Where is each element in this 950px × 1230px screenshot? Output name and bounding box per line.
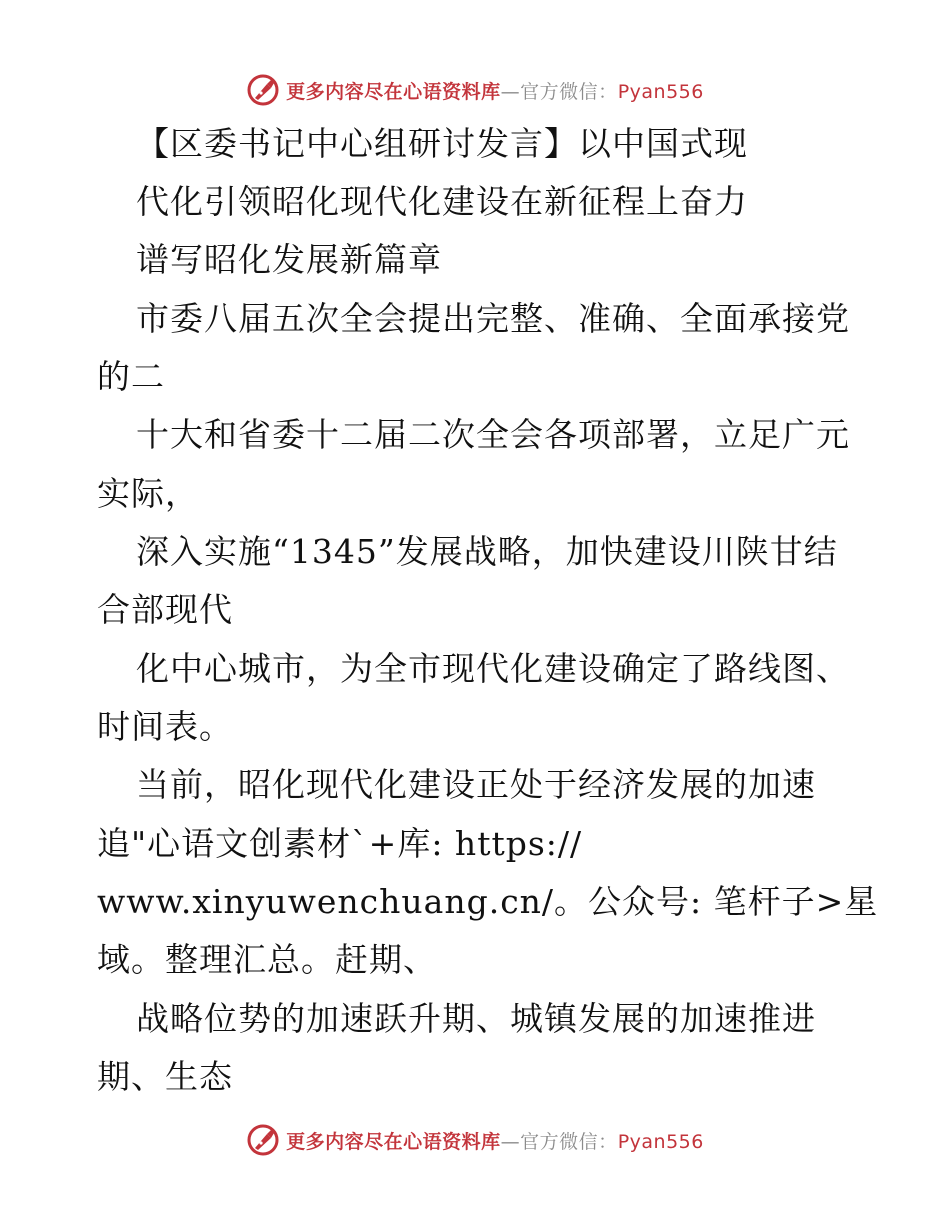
- banner-text: [286, 77, 704, 104]
- banner-official-label: 官方微信：: [520, 1130, 618, 1153]
- body-line: 合部现代: [97, 590, 233, 629]
- banner-brand-text: 更多内容尽在心语资料库: [286, 1130, 501, 1153]
- body-line: 期、生态: [97, 1057, 233, 1096]
- header-banner-inner: [246, 73, 704, 107]
- body-line: www.xinyuwenchuang.cn/。公众号: 笔杆子>星: [97, 882, 879, 921]
- pen-nib-logo-icon: [246, 73, 280, 107]
- body-line: 战略位势的加速跃升期、城镇发展的加速推进: [136, 999, 816, 1038]
- body-line: 时间表。: [97, 707, 233, 746]
- body-line: 追"心语文创素材`+库: https://: [97, 824, 583, 863]
- body-line: 实际，: [97, 474, 199, 513]
- body-line: 市委八届五次全会提出完整、准确、全面承接党: [136, 299, 850, 338]
- body-line: 当前，昭化现代化建设正处于经济发展的加速: [136, 765, 816, 804]
- footer-banner: [0, 1120, 950, 1160]
- banner-wechat-handle: Pyan556: [617, 1130, 704, 1153]
- body-line: 十大和省委十二届二次全会各项部署，立足广元: [136, 415, 850, 454]
- banner-text: [286, 1127, 704, 1154]
- body-line: 域。整理汇总。赶期、: [97, 940, 437, 979]
- body-line: 代化引领昭化现代化建设在新征程上奋力: [136, 182, 748, 221]
- body-line: 谱写昭化发展新篇章: [136, 240, 442, 279]
- header-banner: [0, 70, 950, 110]
- body-line: 的二: [97, 357, 165, 396]
- banner-brand-text: 更多内容尽在心语资料库: [286, 80, 501, 103]
- banner-official-label: 官方微信：: [520, 80, 618, 103]
- banner-dash: —: [500, 1130, 521, 1153]
- pen-nib-logo-icon: [246, 1123, 280, 1157]
- body-line: 【区委书记中心组研讨发言】以中国式现: [136, 124, 748, 163]
- body-line: 深入实施“1345”发展战略，加快建设川陕甘结: [136, 532, 838, 571]
- banner-dash: —: [500, 80, 521, 103]
- body-line: 化中心城市，为全市现代化建设确定了路线图、: [136, 649, 850, 688]
- banner-wechat-handle: Pyan556: [617, 80, 704, 103]
- footer-banner-inner: [246, 1123, 704, 1157]
